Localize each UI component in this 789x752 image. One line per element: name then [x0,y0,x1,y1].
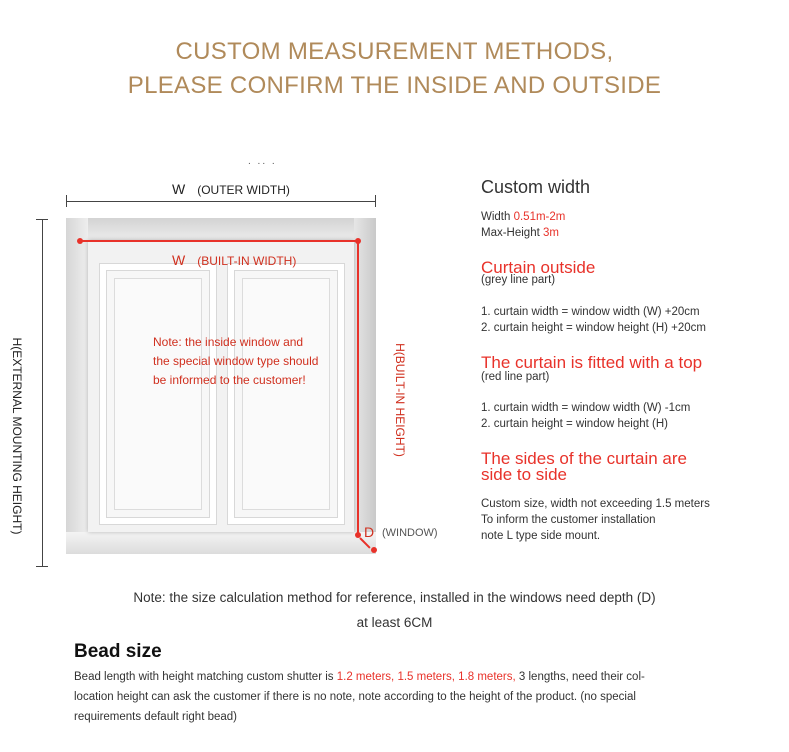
bead-size-text [74,667,764,727]
window-sill [66,532,376,554]
width-range-value: 0.51m-2m [513,211,566,223]
builtin-width-symbol: W [172,252,186,268]
bead-text-line-1: Bead length with height matching custom shutter is 1.2 meters, 1.5 meters, 1.8 meters, 3 lengths, need their col- [74,671,645,683]
top-fitted-heading: The curtain is fitted with a top [481,353,703,372]
sides-heading-1: The sides of the curtain are [481,449,688,468]
depth-symbol: D [364,524,375,540]
depth-dot [371,547,377,553]
external-height-tick-top [36,219,48,220]
bead-size-heading: Bead size [74,641,162,662]
outer-width-label [172,181,290,197]
window-pane-right [228,264,344,524]
window-pane-left [100,264,216,524]
external-height-tick-bottom [36,566,48,567]
sides-heading-2: side to side [481,465,567,484]
custom-width-heading: Custom width [481,177,591,197]
depth-label: (WINDOW) [382,527,438,539]
page-title-line-1: CUSTOM MEASUREMENT METHODS, [175,38,614,65]
builtin-width-line [80,240,358,242]
reference-line-2: at least 6CM [356,615,433,630]
inside-window-note: Note: the inside window and the special window type should be informed to the customer! [153,335,319,387]
dots-decoration: . .. . [248,156,277,167]
builtin-width-label [172,252,296,268]
reference-line-1: Note: the size calculation method for reference, installed in the windows need depth (D) [133,590,656,605]
window-bevel-left [66,218,88,554]
builtin-width-dot-right [355,238,361,244]
sides-line-1: Custom size, width not exceeding 1.5 meters [481,498,710,510]
curtain-outside-sub: (grey line part) [481,274,556,286]
external-height-line [42,219,43,567]
outer-width-tick-right [375,195,376,207]
top-fitted-line-1: 1. curtain width = window width (W) -1cm [481,402,691,414]
max-height: Max-Height 3m [481,227,559,239]
builtin-height-line [357,240,359,535]
glass-left [114,278,202,510]
outer-width-symbol: W [172,181,186,197]
sides-line-3: note L type side mount. [481,530,601,542]
bead-text-line-3: requirements default right bead) [74,711,238,723]
outer-width-tick-left [66,195,67,207]
top-fitted-line-2: 2. curtain height = window height (H) [481,418,668,430]
bead-lengths: 1.2 meters, 1.5 meters, 1.8 meters, [336,671,516,683]
page-title-line-2: PLEASE CONFIRM THE INSIDE AND OUTSIDE [127,72,662,99]
outer-width-line [66,201,376,202]
curtain-outside-line-2: 2. curtain height = window height (H) +20cm [481,322,707,334]
curtain-outside-heading: Curtain outside [481,258,596,277]
sides-line-2: To inform the customer installation [481,514,656,526]
builtin-height-text: H(BUILT-IN HEIGHT) [393,343,407,457]
bead-text-line-2: location height can ask the customer if there is no note, note according to the height of the product. (no special [74,691,636,703]
outer-width-text: (OUTER WIDTH) [197,183,290,197]
max-height-value: 3m [543,227,559,239]
top-fitted-sub: (red line part) [481,371,550,383]
glass-right [242,278,330,510]
reference-note [0,586,789,634]
builtin-width-text: (BUILT-IN WIDTH) [197,254,297,268]
window-bevel-top [66,218,376,240]
curtain-outside-line-1: 1. curtain width = window width (W) +20cm [481,306,700,318]
width-range: Width 0.51m-2m [481,211,566,223]
builtin-width-dot-left [77,238,83,244]
